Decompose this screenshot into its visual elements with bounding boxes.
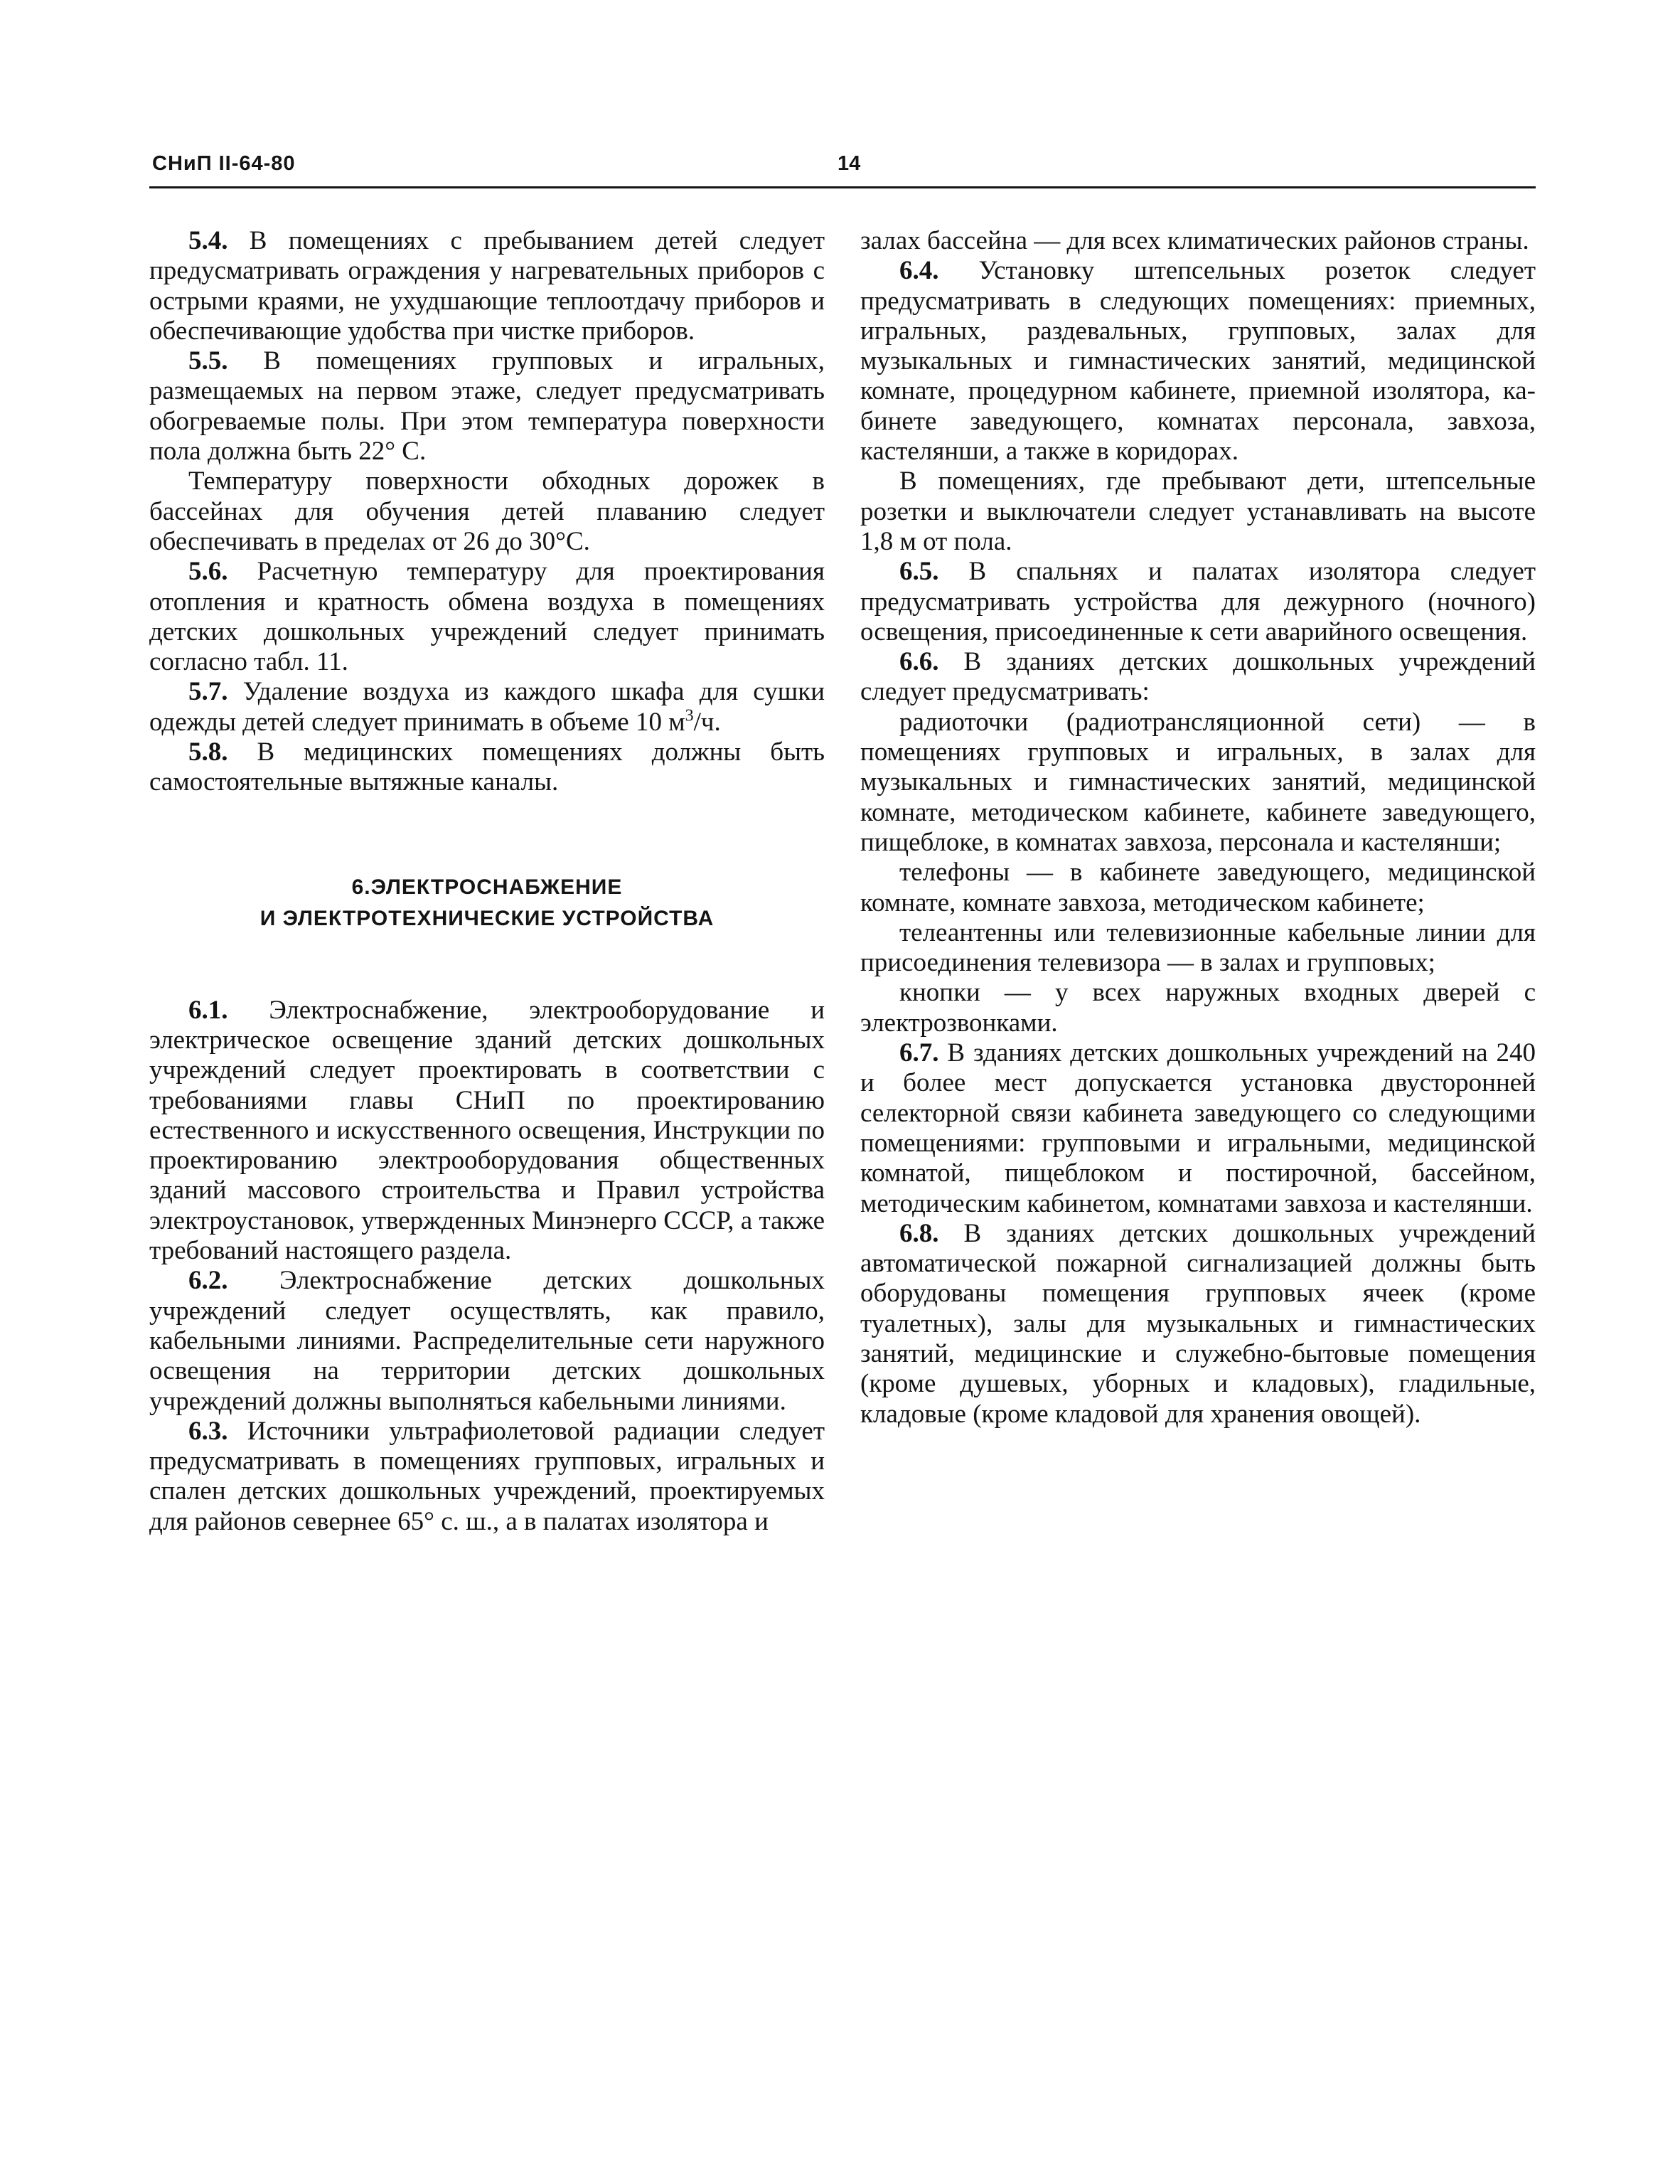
paragraph-6-2 <box>149 1266 825 1416</box>
page-header <box>149 149 1536 192</box>
paragraph-text: В помещениях с пребыванием детей следует предусматривать ограждения у нагревательных приборов с острыми краями, не ухудшающие теплоотдачу приборов и обеспечивающие удобства при чистке приборов. <box>149 226 825 346</box>
paragraph-text: В помещениях групповых и игральных, размещаемых на первом этаже, следует предусматривать обогреваемые полы. При этом температура поверхности пола должна быть 22° С. <box>149 346 825 467</box>
clause-number: 6.3. <box>188 1416 228 1446</box>
list-item-tv-antennas <box>860 918 1536 979</box>
paragraph-6-1 <box>149 996 825 1267</box>
paragraph-text: Удаление воздуха из каждого шкафа для сушки одежды детей следует принимать в объеме 10 м <box>149 677 825 737</box>
paragraph-text-end: /ч. <box>693 707 721 737</box>
paragraph-text: кнопки — у всех наружных входных дверей с электрозвонками. <box>860 978 1536 1038</box>
paragraph-text: радиоточки (радиотрансляционной сети) — в помещениях групповых и игральных, в залах для музыкальных и гимнастических занятий, медицинской комнате, методическом кабинете, кабинете заведующего, пищеблоке, в комнатах завхоза, персонала и кастелянши; <box>860 707 1536 857</box>
paragraph-text: В зданиях детских дошкольных учреждений следует предусматривать: <box>860 647 1536 707</box>
paragraph-5-4 <box>149 226 825 346</box>
paragraph-text: В помещениях, где пребывают дети, штепсельные розетки и выключатели следует устанавливать на высоте 1,8 м от пола. <box>860 467 1536 556</box>
paragraph-5-5 <box>149 346 825 467</box>
clause-number: 6.8. <box>899 1218 939 1248</box>
paragraph-6-6 <box>860 647 1536 708</box>
paragraph-6-3 <box>149 1417 825 1537</box>
right-column <box>860 226 1536 1429</box>
left-column <box>149 226 825 1537</box>
page-number: 14 <box>838 152 861 175</box>
paragraph-5-7 <box>149 677 825 737</box>
clause-number: 5.6. <box>188 557 228 587</box>
paragraph-6-5 <box>860 557 1536 647</box>
document-page <box>149 149 1536 2070</box>
paragraph-5-8 <box>149 737 825 798</box>
paragraph-5-6 <box>149 557 825 677</box>
section-heading-line-2: И ЭЛЕКТРОТЕХНИЧЕСКИЕ УСТРОЙСТВА <box>260 906 715 930</box>
paragraph-text: залах бассейна — для всех климатических районов страны. <box>860 226 1529 255</box>
paragraph-6-8 <box>860 1219 1536 1429</box>
paragraph-text: В медицинских помещениях должны быть самостоятельные вытяжные каналы. <box>149 737 825 797</box>
paragraph-text: телеантенны или телевизионные кабельные линии для присоединения телевизора — в залах и групповых; <box>860 917 1536 978</box>
clause-number: 6.2. <box>188 1266 228 1296</box>
paragraph-text: В зданиях детских дошкольных учреждений автоматической пожарной сигнализацией должны быть оборудованы помещения групповых ячеек (кроме туалетных), залы для музыкальных и гимнастических занятий, медицинские и служебно-бытовые помещения (кроме душевых, уборных и кладовых), гладильные, кладовые (кроме кладовой для хранения овощей). <box>860 1218 1536 1429</box>
clause-number: 6.1. <box>188 995 228 1025</box>
list-item-radio-points <box>860 708 1536 858</box>
clause-number: 6.4. <box>899 256 939 286</box>
clause-number: 5.8. <box>188 737 228 767</box>
clause-number: 6.5. <box>899 557 939 587</box>
paragraph-text: Электроснабжение, электрооборудование и электрическое освещение зданий детских дошкольных учреждений следует проектировать в соответствии с требованиями главы СНиП по проектированию естественного и искусственного освещения, Инструкции по проектированию электрооборудования общественных зданий массового строительства и Правил устройства электроустановок, утвержденных Минэнерго СССР, а также требований настоящего раздела. <box>149 995 825 1266</box>
clause-number: 6.7. <box>899 1038 939 1068</box>
paragraph-6-3-continued <box>860 226 1536 256</box>
paragraph-text: Электроснабжение детских дошкольных учреждений следует осуществлять, как правило, кабельными линиями. Распределительные сети наружного освещения на территории детских дошкольных учреждений должны выполняться кабельными линиями. <box>149 1266 825 1416</box>
paragraph-text: Установку штепсельных розеток следует предусматривать в следующих помещениях: приемных, игральных, раздевальных, групповых, залах для музыкальных и гимнастических занятий, медицинской комнате, процедурном кабинете, приемной изолятора, кабинете заведующего, комнатах персонала, завхоза, кастелянши, а также в коридорах. <box>860 256 1536 467</box>
list-item-buttons <box>860 978 1536 1038</box>
paragraph-text: Температуру поверхности обходных дорожек в бассейнах для обучения детей плаванию следует обеспечивать в пределах от 26 до 30°С. <box>149 467 825 556</box>
paragraph-text: В спальнях и палатах изолятора следует предусматривать устройства для дежурного (ночного) освещения, присоединенные к сети аварийного освещения. <box>860 557 1536 646</box>
paragraph-6-7 <box>860 1038 1536 1219</box>
list-item-telephones <box>860 858 1536 918</box>
clause-number: 5.4. <box>188 226 228 255</box>
paragraph-6-4-continued <box>860 467 1536 557</box>
clause-number: 5.7. <box>188 677 228 707</box>
paragraph-6-4 <box>860 256 1536 467</box>
superscript: 3 <box>685 706 694 725</box>
clause-number: 5.5. <box>188 346 228 376</box>
paragraph-text: В зданиях детских дошкольных учреждений на 240 и более мест допускается установка двусторонней селекторной связи кабинета заведующего со следующими помещениями: групповыми и игральными, медицинской комнатой, пищеблоком и постирочной, бассейном, методическим кабинетом, комнатами завхоза и кастелянши. <box>860 1038 1536 1218</box>
paragraph-text: Источники ультрафиолетовой радиации следует предусматривать в помещениях групповых, игральных и спален детских дошкольных учреждений, проектируемых для районов севернее 65° с. ш., а в палатах изолятора и <box>149 1416 825 1536</box>
paragraph-text: Расчетную температуру для проектирования отопления и кратность обмена воздуха в помещениях детских дошкольных учреждений следует принимать согласно табл. 11. <box>149 557 825 677</box>
section-heading-line-1: 6.ЭЛЕКТРОСНАБЖЕНИЕ <box>351 875 623 899</box>
header-rule <box>149 186 1536 188</box>
paragraph-text: телефоны — в кабинете заведующего, медицинской комнате, комнате завхоза, методическом кабинете; <box>860 858 1536 917</box>
section-heading <box>149 872 825 934</box>
clause-number: 6.6. <box>899 647 939 677</box>
document-code: СНиП II-64-80 <box>152 152 296 175</box>
paragraph-5-5-continued <box>149 467 825 557</box>
